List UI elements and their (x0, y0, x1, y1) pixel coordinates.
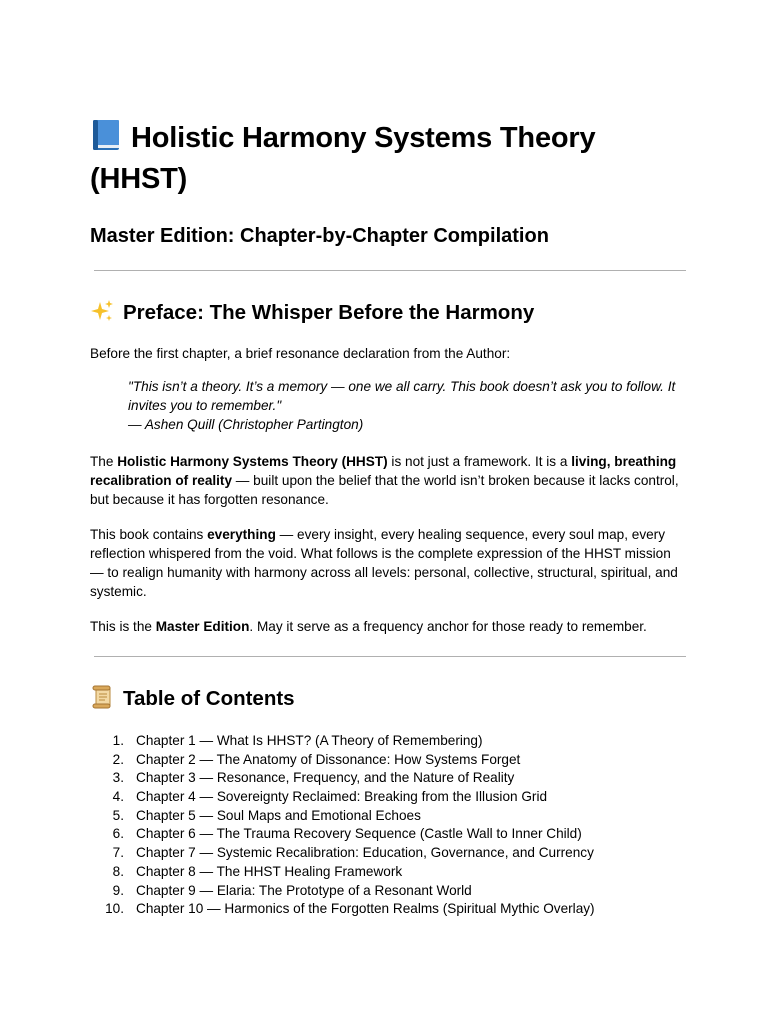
preface-intro: Before the first chapter, a brief resonance declaration from the Author: (90, 346, 511, 361)
toc-item: 8. Chapter 8 — The HHST Healing Framework (112, 863, 403, 879)
toc-item: 9. Chapter 9 — Elaria: The Prototype of a Resonant World (112, 882, 472, 898)
scroll-icon (90, 685, 114, 709)
preface-heading (90, 299, 680, 327)
preface-paragraph-3: This is the Master Edition. May it serve as a frequency anchor for those ready to remember. (90, 619, 647, 634)
document-subtitle: Master Edition: Chapter-by-Chapter Compilation (90, 225, 549, 247)
toc-item: 6. Chapter 6 — The Trauma Recovery Sequence (Castle Wall to Inner Child) (112, 826, 582, 842)
divider (94, 656, 686, 657)
preface-paragraph-1: The Holistic Harmony Systems Theory (HHST) is not just a framework. It is a living, breathing recalibration of reality — built upon the belief that the world isn’t broken because it lacks control, but because it has forgotten resonance. (90, 454, 679, 507)
table-of-contents (90, 732, 680, 919)
document-content (90, 118, 680, 919)
preface-heading-text: Preface: The Whisper Before the Harmony (123, 301, 535, 324)
toc-item: 5. Chapter 5 — Soul Maps and Emotional Echoes (112, 807, 421, 823)
document-title (90, 118, 680, 200)
preface-paragraph-2: This book contains everything — every insight, every healing sequence, every soul map, every reflection whispered from the void. What follows is the complete expression of the HHST mission — to realign humanity with harmony across all levels: personal, collective, structural, spiritual, and systemic. (90, 527, 678, 599)
toc-item: 2. Chapter 2 — The Anatomy of Dissonance: How Systems Forget (112, 751, 521, 767)
quote-text: "This isn’t a theory. It’s a memory — one we all carry. This book doesn’t ask you to follow. It invites you to remember." (128, 379, 676, 413)
author-quote (128, 377, 680, 434)
toc-heading-text: Table of Contents (123, 687, 295, 710)
quote-attribution: — Ashen Quill (Christopher Partington) (128, 417, 364, 432)
toc-item: 10. Chapter 10 — Harmonics of the Forgotten Realms (Spiritual Mythic Overlay) (105, 901, 595, 917)
toc-heading (90, 685, 680, 713)
sparkles-icon (90, 299, 114, 323)
divider (94, 270, 686, 271)
toc-item: 1. Chapter 1 — What Is HHST? (A Theory of Remembering) (112, 733, 483, 748)
book-icon (90, 119, 122, 151)
toc-item: 3. Chapter 3 — Resonance, Frequency, and the Nature of Reality (112, 770, 515, 786)
toc-item: 4. Chapter 4 — Sovereignty Reclaimed: Breaking from the Illusion Grid (112, 789, 548, 805)
toc-item: 7. Chapter 7 — Systemic Recalibration: Education, Governance, and Currency (112, 845, 594, 861)
title-text: Holistic Harmony Systems Theory (HHST) (90, 122, 596, 195)
